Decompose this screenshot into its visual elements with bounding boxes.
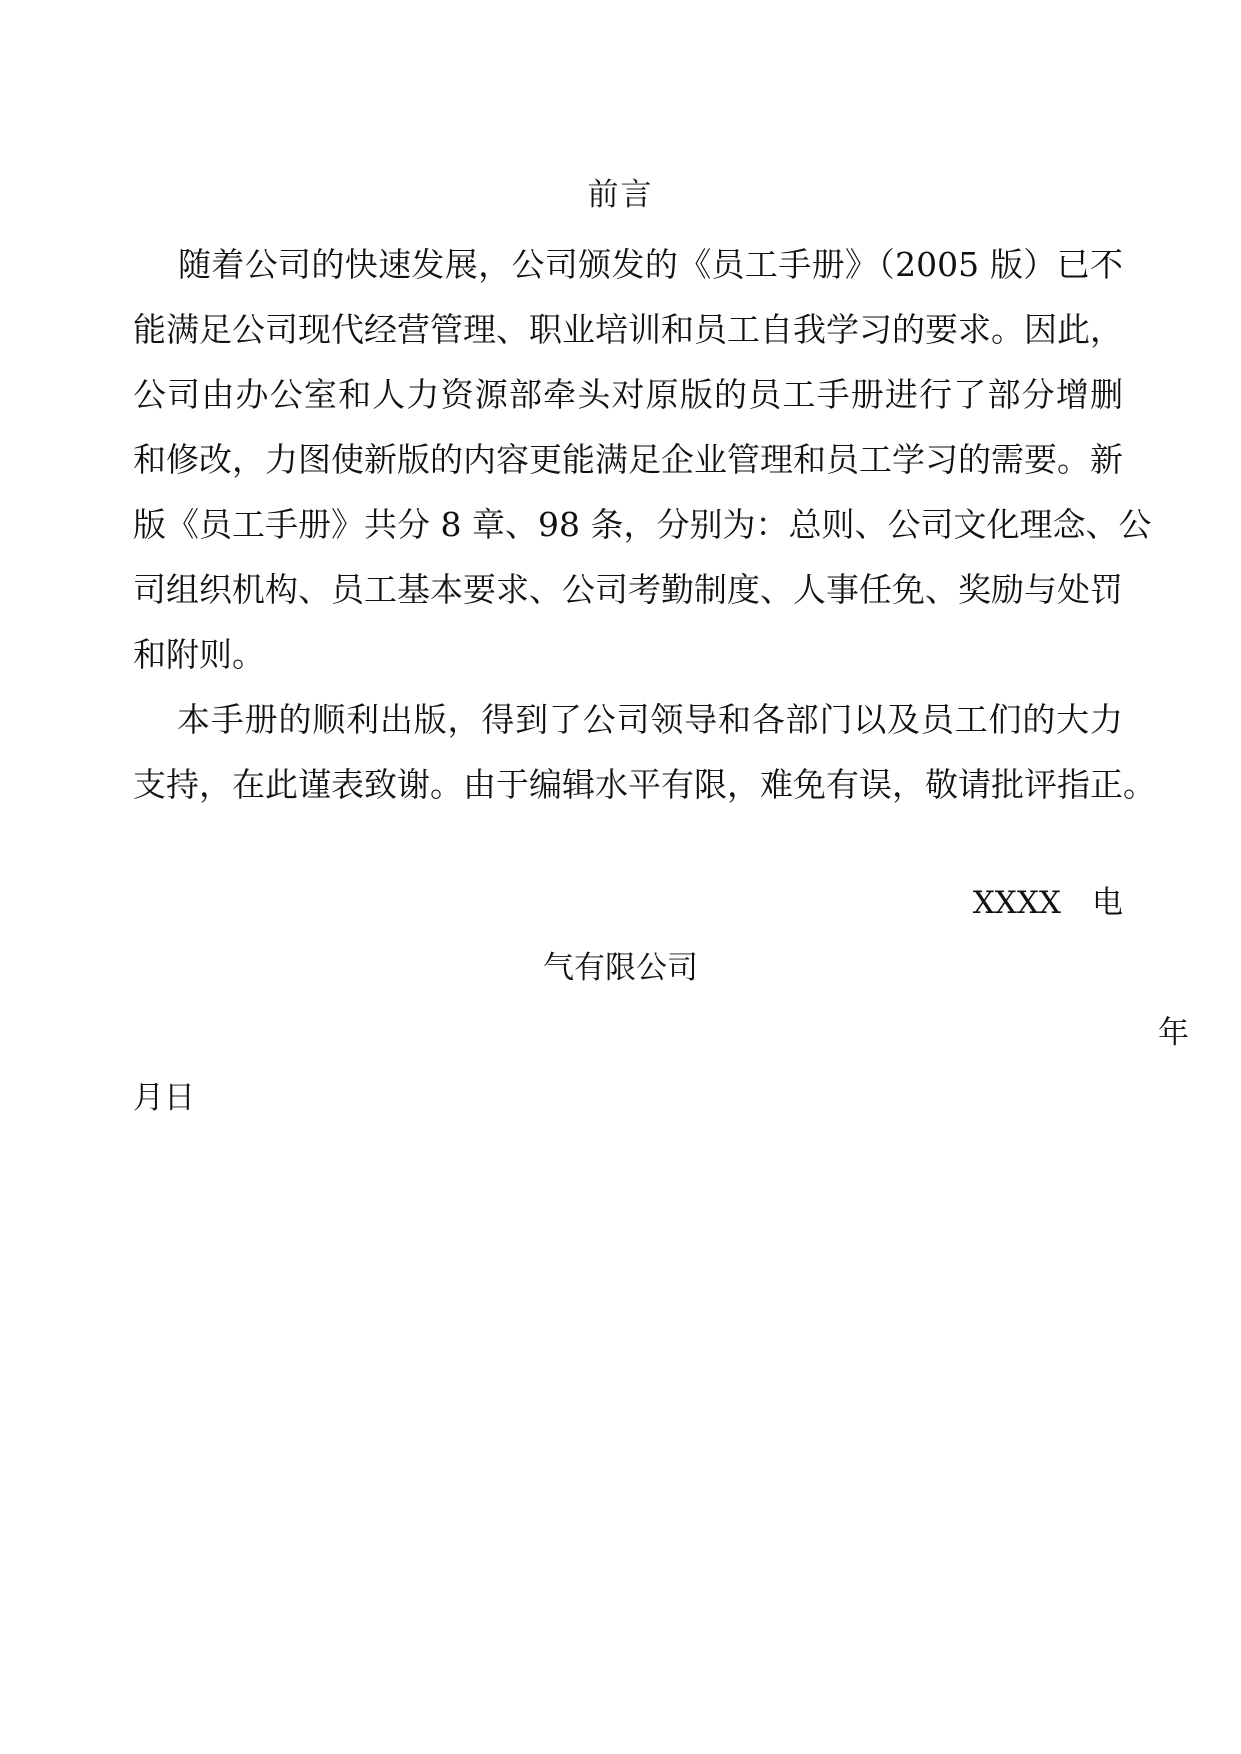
paragraph-1-line-4: 和修改，力图使新版的内容更能满足企业管理和员工学习的需要。新 [133, 440, 1123, 479]
paragraph-1-line-5: 版《员工手册》共分 8 章、98 条，分别为：总则、公司文化理念、公 [133, 505, 1152, 544]
page-title: 前言 [587, 177, 654, 213]
paragraph-1-line-3: 公司由办公室和人力资源部牵头对原版的员工手册进行了部分增删 [133, 375, 1123, 414]
signature-year: 年 [1158, 1015, 1189, 1051]
paragraph-2-line-2: 支持，在此谨表致谢。由于编辑水平有限，难免有误，敬请批评指正。 [133, 765, 1156, 804]
signature-month-day: 月日 [133, 1080, 195, 1116]
paragraph-1-line-7: 和附则。 [133, 635, 265, 674]
signature-company-line-2: 气有限公司 [543, 950, 698, 986]
paragraph-2-line-1: 本手册的顺利出版，得到了公司领导和各部门以及员工们的大力 [177, 700, 1123, 739]
signature-company-line-1: XXXX 电 [972, 885, 1123, 921]
paragraph-1-line-1: 随着公司的快速发展，公司颁发的《员工手册》（2005 版）已不 [178, 245, 1123, 284]
paragraph-1-line-6: 司组织机构、员工基本要求、公司考勤制度、人事任免、奖励与处罚 [133, 570, 1123, 609]
paragraph-1-line-2: 能满足公司现代经营管理、职业培训和员工自我学习的要求。因此， [133, 310, 1123, 349]
